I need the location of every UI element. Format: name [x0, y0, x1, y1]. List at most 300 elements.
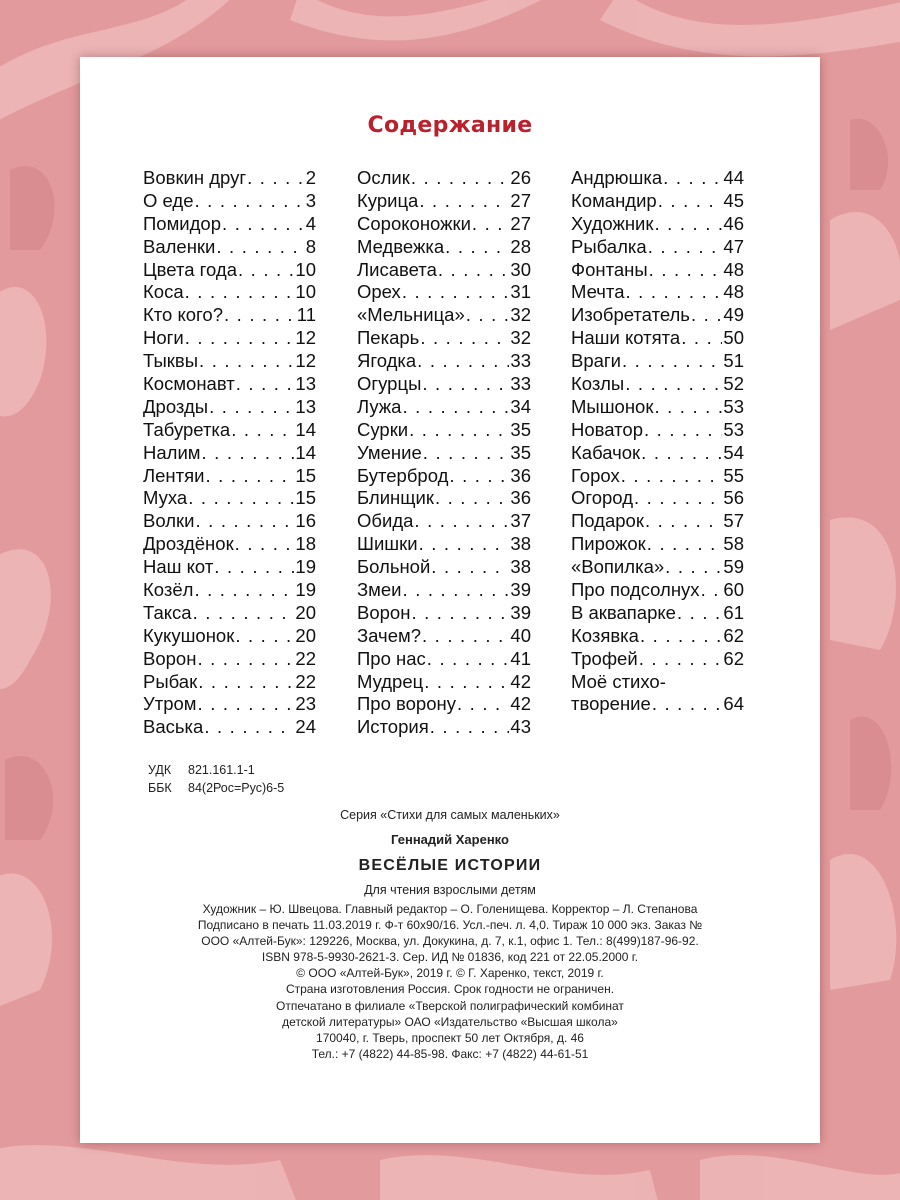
toc-entry-title: Мудрец	[357, 670, 424, 692]
dot-leader	[409, 419, 509, 442]
dot-leader	[640, 625, 722, 648]
dot-leader	[197, 648, 294, 671]
imprint-lines	[80, 901, 820, 1062]
toc-entry	[357, 373, 531, 396]
dot-leader	[466, 304, 510, 327]
toc-entry-page: 8	[305, 235, 316, 257]
toc-entry-page: 22	[295, 670, 316, 692]
toc-entry	[571, 625, 744, 648]
dot-leader	[235, 533, 295, 556]
toc-entry-page: 52	[723, 373, 744, 395]
dot-leader	[457, 693, 509, 716]
toc-entry-title: Муха	[143, 487, 188, 509]
dot-leader	[411, 602, 509, 625]
bbk-label: ББК	[148, 781, 172, 795]
toc-entry-page: 43	[510, 716, 531, 738]
toc-entry	[143, 373, 316, 396]
toc-entry-page: 59	[723, 556, 744, 578]
toc-entry	[571, 373, 744, 396]
toc-entry	[143, 419, 316, 442]
toc-entry	[357, 304, 531, 327]
dot-leader	[414, 510, 509, 533]
dot-leader	[654, 396, 722, 419]
bbk-value: 84(2Рос=Рус)6-5	[188, 781, 285, 795]
audience-line: Для чтения взрослыми детям	[364, 883, 536, 897]
dot-leader	[419, 190, 509, 213]
toc-entry	[357, 213, 531, 236]
toc-entry-title: Наши котята	[571, 327, 681, 349]
toc-entry	[571, 236, 744, 259]
toc-entry-page: 34	[510, 395, 531, 417]
toc-entry-title: Козёл	[143, 579, 194, 601]
toc-entry-page: 26	[510, 167, 531, 188]
dot-leader	[235, 625, 294, 648]
toc-entry-title: Художник	[571, 212, 654, 234]
toc-entry	[571, 190, 744, 213]
toc-entry-title: Обида	[357, 510, 414, 532]
toc-entry	[357, 533, 531, 556]
toc-entry-title: Шишки	[357, 533, 418, 555]
toc-entry-title: Сурки	[357, 418, 409, 440]
toc-entry-title: Табуретка	[143, 418, 231, 440]
imprint-line: ООО «Алтей-Бук»: 129226, Москва, ул. Докукина, д. 7, к.1, офис 1. Тел.: 8(499)187-96-92.	[201, 934, 699, 949]
toc-entry-title: Изобретатель	[571, 304, 690, 326]
dot-leader	[427, 648, 510, 671]
toc-entry	[143, 259, 316, 282]
dot-leader	[222, 213, 305, 236]
toc-entry-page: 50	[723, 327, 744, 349]
toc-entry-title: Ослик	[357, 167, 410, 188]
toc-entry-page: 27	[510, 189, 531, 211]
toc-entry-page: 10	[295, 258, 316, 280]
toc-entry	[143, 716, 316, 739]
dot-leader	[625, 373, 722, 396]
toc-entry-title: Про подсолнух	[571, 579, 700, 601]
toc-entry	[357, 579, 531, 602]
toc-entry-title: Фонтаны	[571, 258, 648, 280]
toc-entry-page: 35	[510, 441, 531, 463]
toc-entry-title: Дрозды	[143, 395, 209, 417]
toc-entry-title: Дроздёнок	[143, 533, 234, 555]
toc-entry-page: 28	[510, 235, 531, 257]
udk-value: 821.161.1-1	[188, 763, 255, 777]
dot-leader	[677, 602, 722, 625]
toc-entry-page: 27	[510, 212, 531, 234]
toc-entry-title: Умение	[357, 441, 422, 463]
dot-leader	[681, 327, 722, 350]
toc-entry-page: 41	[510, 647, 531, 669]
dot-leader	[634, 487, 722, 510]
dot-leader	[420, 327, 509, 350]
toc-column-1	[143, 167, 316, 739]
toc-entry-page: 12	[295, 350, 316, 372]
dot-leader	[423, 442, 510, 465]
toc-entry-title: Пекарь	[357, 327, 420, 349]
toc-entry-title: Андрюшка	[571, 167, 663, 188]
toc-entry-title: Лентяи	[143, 464, 205, 486]
dot-leader	[472, 213, 510, 236]
toc-entry	[357, 648, 531, 671]
dot-leader	[224, 304, 296, 327]
imprint-line: Художник – Ю. Швецова. Главный редактор – О. Голенищева. Корректор – Л. Степанова	[202, 902, 698, 916]
toc-entry	[571, 602, 744, 625]
dot-leader	[649, 259, 723, 282]
toc-entry	[357, 442, 531, 465]
toc-entry-page: 48	[723, 258, 744, 280]
bbk-line	[148, 779, 284, 797]
dot-leader	[202, 442, 295, 465]
toc-entry	[357, 510, 531, 533]
dot-leader	[419, 533, 510, 556]
toc-entry-title: Тыквы	[143, 350, 199, 372]
toc-entry-page: 35	[510, 418, 531, 440]
toc-entry-page: 39	[510, 579, 531, 601]
toc-entry-title: Зачем?	[357, 624, 421, 646]
toc-entry-page: 38	[510, 533, 531, 555]
toc-entry-page: 33	[510, 373, 531, 395]
toc-entry-title: Змеи	[357, 579, 402, 601]
toc-entry-title: Ноги	[143, 327, 184, 349]
toc-entry-title: Вовкин друг	[143, 167, 247, 188]
toc-entry-title: Мышонок	[571, 395, 654, 417]
toc-entry-title: Волки	[143, 510, 195, 532]
toc-entry	[143, 533, 316, 556]
toc-entry	[357, 625, 531, 648]
toc-entry-page: 42	[510, 670, 531, 692]
dot-leader	[626, 281, 723, 304]
imprint-line: © ООО «Алтей-Бук», 2019 г. © Г. Харенко, текст, 2019 г.	[296, 966, 604, 981]
dot-leader	[438, 259, 510, 282]
dot-leader	[194, 579, 294, 602]
dot-leader	[621, 465, 723, 488]
toc-entry-page: 46	[723, 212, 744, 234]
toc-entry-title: Сороконожки	[357, 212, 471, 234]
toc-entry-title: Васька	[143, 716, 204, 738]
toc-entry-page: 22	[295, 647, 316, 669]
toc-entry	[143, 648, 316, 671]
toc-entry-title: Рыбалка	[571, 235, 647, 257]
toc-entry-title: Огурцы	[357, 373, 422, 395]
toc-entry-page: 55	[723, 464, 744, 486]
toc-entry-title: Враги	[571, 350, 621, 372]
dot-leader	[195, 190, 305, 213]
udk-label: УДК	[148, 763, 172, 777]
toc-entry	[357, 419, 531, 442]
toc-entry	[571, 259, 744, 282]
toc-entry	[357, 671, 531, 694]
toc-entry-page: 11	[296, 304, 316, 326]
toc-entry	[357, 602, 531, 625]
imprint-block	[80, 807, 820, 1062]
toc-entry-page: 32	[510, 327, 531, 349]
toc-entry	[143, 556, 316, 579]
toc-entry-title: Больной	[357, 556, 431, 578]
dot-leader	[247, 167, 305, 190]
udk-line	[148, 761, 284, 779]
toc-entry-page: 33	[510, 350, 531, 372]
toc-entry-title: Орех	[357, 281, 401, 303]
toc-entry-title: Медвежка	[357, 235, 445, 257]
toc-entry	[143, 442, 316, 465]
imprint-line: 170040, г. Тверь, проспект 50 лет Октября, д. 46	[316, 1030, 584, 1045]
toc-entry-title: Ягодка	[357, 350, 417, 372]
dot-leader	[417, 350, 509, 373]
page-title: Содержание	[367, 113, 533, 138]
toc-entry-page: 56	[723, 487, 744, 509]
toc-entry	[357, 236, 531, 259]
toc-entry-page: 3	[305, 189, 316, 211]
toc-entry	[143, 350, 316, 373]
series-line: Серия «Стихи для самых маленьких»	[340, 808, 560, 822]
toc-entry-title: Налим	[143, 441, 201, 463]
toc-entry-page: 30	[510, 258, 531, 280]
toc-entry-title: История	[357, 716, 429, 738]
toc-entry	[143, 190, 316, 213]
toc-entry	[143, 281, 316, 304]
dot-leader	[654, 213, 722, 236]
dot-leader	[691, 304, 722, 327]
toc-entry	[357, 396, 531, 419]
dot-leader	[652, 693, 723, 716]
dot-leader	[422, 625, 509, 648]
dot-leader	[644, 419, 722, 442]
toc-entry	[571, 465, 744, 488]
toc-entry	[571, 648, 744, 671]
toc-entry-title: Кабачок	[571, 441, 641, 463]
toc-column-3	[571, 167, 744, 716]
dot-leader	[402, 281, 510, 304]
toc-entry	[571, 419, 744, 442]
toc-entry-page: 31	[510, 281, 531, 303]
toc-entry	[571, 671, 744, 694]
dot-leader	[701, 579, 723, 602]
book-page	[80, 57, 820, 1143]
toc-entry	[143, 236, 316, 259]
toc-entry-title: творение	[571, 693, 651, 715]
dot-leader	[647, 533, 723, 556]
toc-entry-title: Валенки	[143, 235, 216, 257]
toc-entry-page: 14	[295, 441, 316, 463]
book-title: ВЕСЁЛЫЕ ИСТОРИИ	[358, 857, 542, 874]
toc-entry-title: Утром	[143, 693, 197, 715]
dot-leader	[424, 671, 509, 694]
toc-entry-title: Командир	[571, 189, 657, 211]
toc-entry-page: 2	[305, 167, 316, 188]
toc-entry	[143, 327, 316, 350]
toc-entry-page: 18	[295, 533, 316, 555]
toc-entry-page: 48	[723, 281, 744, 303]
toc-entry-title: Ворон	[143, 647, 197, 669]
toc-entry-page: 58	[723, 533, 744, 555]
toc-entry-title: Ворон	[357, 601, 411, 623]
toc-entry	[571, 693, 744, 716]
dot-leader	[193, 602, 295, 625]
dot-leader	[209, 396, 294, 419]
toc-entry-page: 15	[295, 464, 316, 486]
toc-entry	[357, 556, 531, 579]
toc-entry-page: 12	[295, 327, 316, 349]
toc-entry	[143, 167, 316, 190]
toc-entry	[143, 693, 316, 716]
toc-entry-page: 19	[295, 556, 316, 578]
imprint-line: Подписано в печать 11.03.2019 г. Ф-т 60х90/16. Усл.-печ. л. 4,0. Тираж 10 000 экз. Заказ №	[197, 918, 703, 933]
toc-entry-title: Цвета года	[143, 258, 237, 280]
toc-entry-title: Курица	[357, 189, 419, 211]
toc-entry-page: 53	[723, 395, 744, 417]
toc-entry-title: Кукушонок	[143, 624, 235, 646]
dot-leader	[204, 716, 294, 739]
dot-leader	[402, 396, 509, 419]
toc-entry-title: Лужа	[357, 395, 402, 417]
toc-entry-page: 36	[510, 464, 531, 486]
toc-entry-title: О еде	[143, 189, 194, 211]
dot-leader	[641, 442, 722, 465]
toc-entry	[571, 579, 744, 602]
toc-entry-title: Подарок	[571, 510, 644, 532]
toc-entry-title: Про ворону	[357, 693, 456, 715]
toc-entry-page: 54	[723, 441, 744, 463]
toc-entry	[357, 281, 531, 304]
toc-entry	[357, 716, 531, 739]
toc-entry-page: 32	[510, 304, 531, 326]
dot-leader	[639, 648, 723, 671]
classification-codes	[148, 761, 284, 797]
toc-entry-title: В аквапарке	[571, 601, 676, 623]
toc-entry	[357, 487, 531, 510]
toc-entry-page: 10	[295, 281, 316, 303]
toc-entry-page: 15	[295, 487, 316, 509]
toc-entry	[357, 190, 531, 213]
toc-entry-page: 23	[295, 693, 316, 715]
toc-entry-page: 40	[510, 624, 531, 646]
toc-entry-page: 38	[510, 556, 531, 578]
toc-entry	[143, 579, 316, 602]
toc-entry-page: 14	[295, 418, 316, 440]
toc-entry-page: 62	[723, 624, 744, 646]
toc-entry-page: 13	[295, 373, 316, 395]
dot-leader	[216, 236, 304, 259]
dot-leader	[214, 556, 294, 579]
dot-leader	[665, 556, 722, 579]
toc-entry	[357, 259, 531, 282]
toc-entry	[143, 625, 316, 648]
toc-entry-page: 45	[723, 189, 744, 211]
dot-leader	[238, 259, 294, 282]
toc-entry-page: 20	[295, 624, 316, 646]
dot-leader	[198, 693, 295, 716]
imprint-line: Тел.: +7 (4822) 44-85-98. Факс: +7 (4822) 44-61-51	[311, 1046, 589, 1061]
dot-leader	[435, 487, 509, 510]
toc-entry	[143, 465, 316, 488]
toc-entry-page: 20	[295, 601, 316, 623]
toc-entry-page: 39	[510, 601, 531, 623]
toc-entry	[357, 693, 531, 716]
toc-entry-page: 51	[723, 350, 744, 372]
toc-entry-title: Космонавт	[143, 373, 235, 395]
dot-leader	[430, 716, 510, 739]
author-name: Геннадий Харенко	[391, 832, 509, 847]
toc-entry	[357, 350, 531, 373]
toc-entry-page: 62	[723, 647, 744, 669]
toc-entry-page: 13	[295, 395, 316, 417]
dot-leader	[231, 419, 294, 442]
toc-entry-title: Бутерброд	[357, 464, 449, 486]
toc-entry	[357, 167, 531, 190]
dot-leader	[422, 373, 509, 396]
toc-entry-title: «Мельница»	[357, 304, 465, 326]
toc-entry-title: «Вопилка»	[571, 556, 665, 578]
toc-entry	[143, 671, 316, 694]
toc-entry	[143, 510, 316, 533]
toc-entry-page: 49	[723, 304, 744, 326]
toc-entry	[571, 213, 744, 236]
toc-entry	[571, 167, 744, 190]
dot-leader	[195, 510, 294, 533]
imprint-line: ISBN 978-5-9930-2621-3. Сер. ИД № 01836, код 221 от 22.05.2000 г.	[261, 950, 639, 965]
toc-entry-title: Коса	[143, 281, 184, 303]
imprint-line: детской литературы» ОАО «Издательство «Высшая школа»	[282, 1014, 618, 1029]
toc-entry	[571, 510, 744, 533]
toc-entry-title: Помидор	[143, 212, 222, 234]
toc-entry-title: Лисавета	[357, 258, 437, 280]
toc-entry-title: Блинщик	[357, 487, 434, 509]
dot-leader	[622, 350, 722, 373]
toc-entry-page: 61	[723, 601, 744, 623]
toc-entry-page: 44	[723, 167, 744, 188]
dot-leader	[185, 327, 295, 350]
toc-entry	[357, 465, 531, 488]
toc-entry-title: Про нас	[357, 647, 426, 669]
toc-entry-title: Рыбак	[143, 670, 198, 692]
toc-entry	[571, 304, 744, 327]
toc-entry-title: Мечта	[571, 281, 625, 303]
toc-entry-title: Пирожок	[571, 533, 646, 555]
dot-leader	[236, 373, 295, 396]
toc-entry	[571, 533, 744, 556]
dot-leader	[199, 350, 294, 373]
toc-entry-title: Горох	[571, 464, 620, 486]
toc-entry-page: 47	[723, 235, 744, 257]
toc-entry-title: Козявка	[571, 624, 639, 646]
toc-entry	[143, 602, 316, 625]
dot-leader	[185, 281, 295, 304]
toc-entry	[571, 327, 744, 350]
toc-entry	[571, 487, 744, 510]
dot-leader	[205, 465, 294, 488]
toc-entry-page: 4	[305, 212, 316, 234]
dot-leader	[403, 579, 510, 602]
toc-entry-page: 42	[510, 693, 531, 715]
toc-entry	[571, 350, 744, 373]
dot-leader	[198, 671, 294, 694]
toc-column-2	[357, 167, 531, 739]
toc-entry-page: 53	[723, 418, 744, 440]
toc-entry	[571, 281, 744, 304]
toc-entry-title: Наш кот	[143, 556, 214, 578]
toc-entry-page: 57	[723, 510, 744, 532]
toc-entry-page: 64	[723, 693, 744, 715]
dot-leader	[431, 556, 509, 579]
toc-entry-title: Огород	[571, 487, 633, 509]
toc-entry	[143, 213, 316, 236]
toc-entry-title: Такса	[143, 601, 192, 623]
toc-entry-title: Кто кого?	[143, 304, 223, 326]
toc-entry	[571, 556, 744, 579]
dot-leader	[188, 487, 294, 510]
toc-entry-title: Новатор	[571, 418, 643, 440]
toc-entry	[143, 487, 316, 510]
toc-entry-page: 16	[295, 510, 316, 532]
